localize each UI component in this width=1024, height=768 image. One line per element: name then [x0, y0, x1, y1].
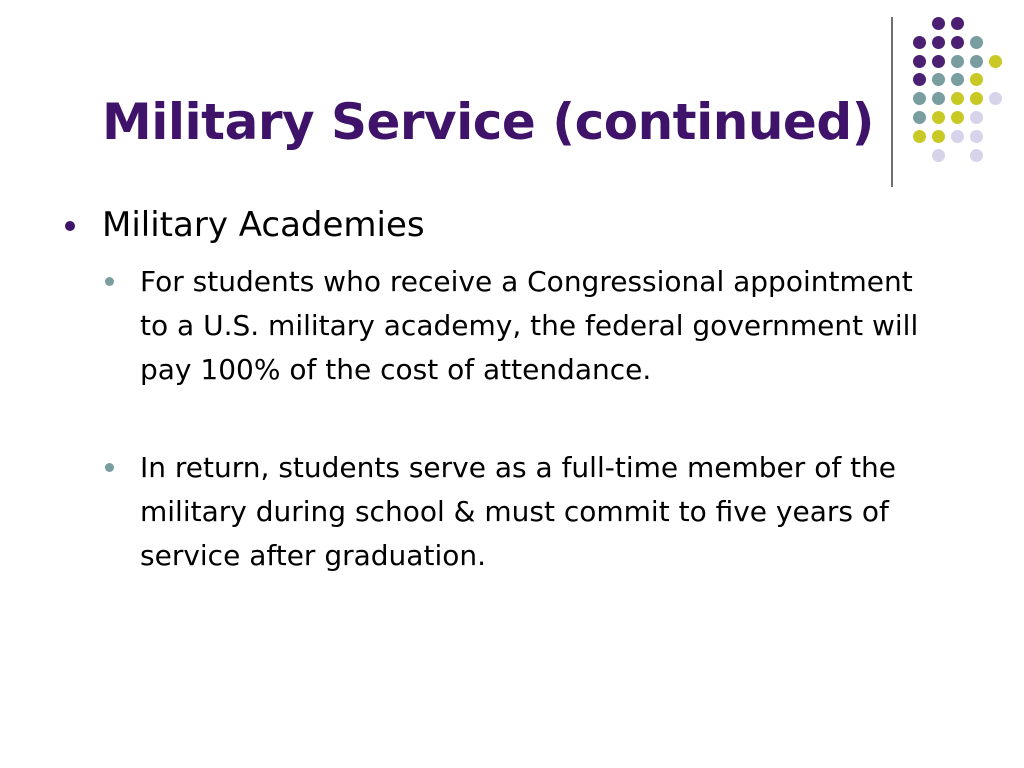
- decorative-dot: [951, 36, 964, 49]
- decorative-dot: [951, 55, 964, 68]
- decorative-dot: [989, 92, 1002, 105]
- decorative-dot: [951, 92, 964, 105]
- decorative-dot: [932, 36, 945, 49]
- sub-bullet-cost-of-attendance: For students who receive a Congressional appointment to a U.S. military academy, the federal government will pay 100% of the cost of attendance.: [140, 265, 919, 386]
- slide-title: Military Service (continued): [102, 93, 874, 151]
- decorative-dot: [970, 92, 983, 105]
- sub-bullet-dot-icon: [105, 463, 114, 472]
- decorative-dot: [913, 130, 926, 143]
- decorative-dot: [970, 73, 983, 86]
- title-divider-line: [891, 17, 893, 187]
- bullet-military-academies: Military Academies: [102, 205, 425, 245]
- decorative-dot: [951, 73, 964, 86]
- decorative-dot: [913, 92, 926, 105]
- decorative-dot: [970, 130, 983, 143]
- decorative-dot: [970, 149, 983, 162]
- decorative-dot: [970, 36, 983, 49]
- decorative-dot: [932, 130, 945, 143]
- decorative-dot: [932, 111, 945, 124]
- decorative-dot: [989, 55, 1002, 68]
- decorative-dot: [951, 17, 964, 30]
- decorative-dot: [932, 17, 945, 30]
- decorative-dot: [932, 149, 945, 162]
- decorative-dot: [951, 130, 964, 143]
- decorative-dot: [932, 73, 945, 86]
- decorative-dot: [932, 55, 945, 68]
- bullet-dot-icon: [65, 221, 75, 231]
- decorative-dot: [970, 55, 983, 68]
- decorative-dot: [913, 111, 926, 124]
- sub-bullet-dot-icon: [105, 277, 114, 286]
- decorative-dot: [951, 111, 964, 124]
- decorative-dot: [932, 92, 945, 105]
- sub-bullet-service-commitment: In return, students serve as a full-time member of the military during school & must commit to five years of service after graduation.: [140, 451, 897, 572]
- decorative-dot: [970, 111, 983, 124]
- decorative-dot: [913, 36, 926, 49]
- decorative-dot: [913, 73, 926, 86]
- decorative-dot: [913, 55, 926, 68]
